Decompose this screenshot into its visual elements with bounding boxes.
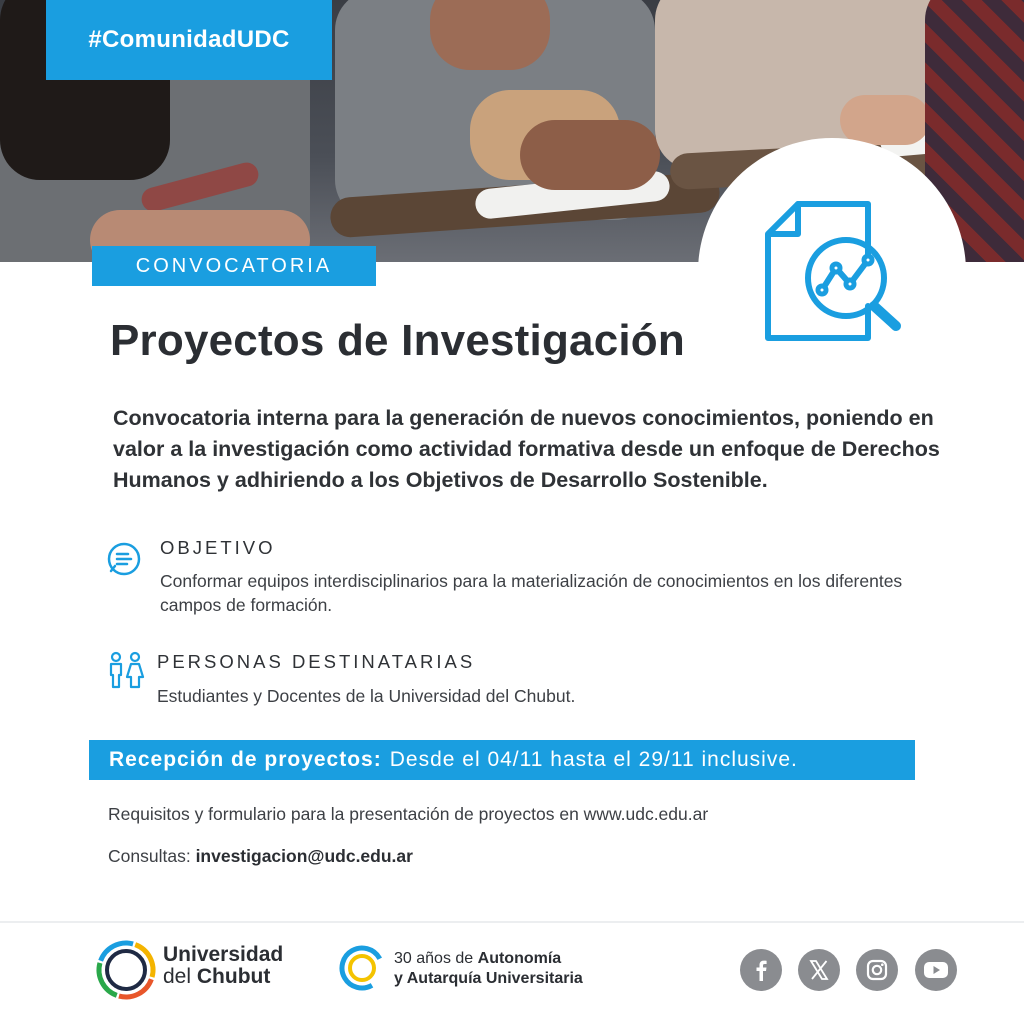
- requirements-text: Requisitos y formulario para la presentación de proyectos en www.udc.edu.ar: [108, 804, 709, 824]
- anniversary-line2: y Autarquía Universitaria: [394, 970, 583, 987]
- anniversary-prefix: 30 años de: [394, 950, 474, 967]
- audience-text: Estudiantes y Docentes de la Universidad del Chubut.: [157, 686, 576, 706]
- student-arm: [840, 95, 930, 145]
- objective-text: Conformar equipos interdisciplinarios para la materialización de conocimientos en los diferentes campos de formación.: [160, 571, 903, 615]
- contact-line: [108, 846, 413, 867]
- page-title: Proyectos de Investigación: [110, 316, 685, 365]
- university-name: [163, 944, 283, 988]
- facebook-icon[interactable]: [740, 949, 782, 991]
- university-line1: Universidad: [163, 943, 284, 966]
- udc-logo-icon: [94, 938, 158, 1002]
- footer-divider: [0, 921, 1024, 923]
- contact-email[interactable]: investigacion@udc.edu.ar: [195, 846, 413, 866]
- youtube-icon[interactable]: [915, 949, 957, 991]
- reception-dates: Desde el 04/11 hasta el 29/11 inclusive.: [389, 748, 798, 771]
- reception-label: Recepción de proyectos:: [109, 748, 382, 771]
- anniversary-logo-icon: [338, 944, 386, 992]
- student-neck: [430, 0, 550, 70]
- university-line2-name: Chubut: [196, 965, 271, 988]
- objective-title: OBJETIVO: [160, 537, 276, 558]
- university-line2-prefix: del: [163, 965, 192, 988]
- audience-title: PERSONAS DESTINATARIAS: [157, 651, 476, 672]
- student-arm: [520, 120, 660, 190]
- contact-label: Consultas:: [108, 846, 191, 866]
- anniversary-line1: [394, 949, 583, 969]
- anniversary-text: [394, 949, 583, 989]
- chat-bubble-icon: [106, 541, 142, 577]
- hashtag-badge: #ComunidadUDC: [46, 0, 332, 80]
- x-icon[interactable]: [798, 949, 840, 991]
- convocatoria-badge: CONVOCATORIA: [92, 246, 376, 286]
- university-line2: [163, 966, 283, 988]
- people-icon: [107, 651, 145, 689]
- anniversary-bold: Autonomía: [477, 950, 562, 967]
- intro-paragraph: Convocatoria interna para la generación de nuevos conocimientos, poniendo en valor a la investigación como actividad formativa desde un enfoque de Derechos Humanos y adhiriendo a los Objetivos de Desarrollo Sostenible.: [113, 406, 940, 492]
- reception-banner: [89, 740, 915, 780]
- instagram-icon[interactable]: [856, 949, 898, 991]
- research-document-icon: [760, 196, 910, 346]
